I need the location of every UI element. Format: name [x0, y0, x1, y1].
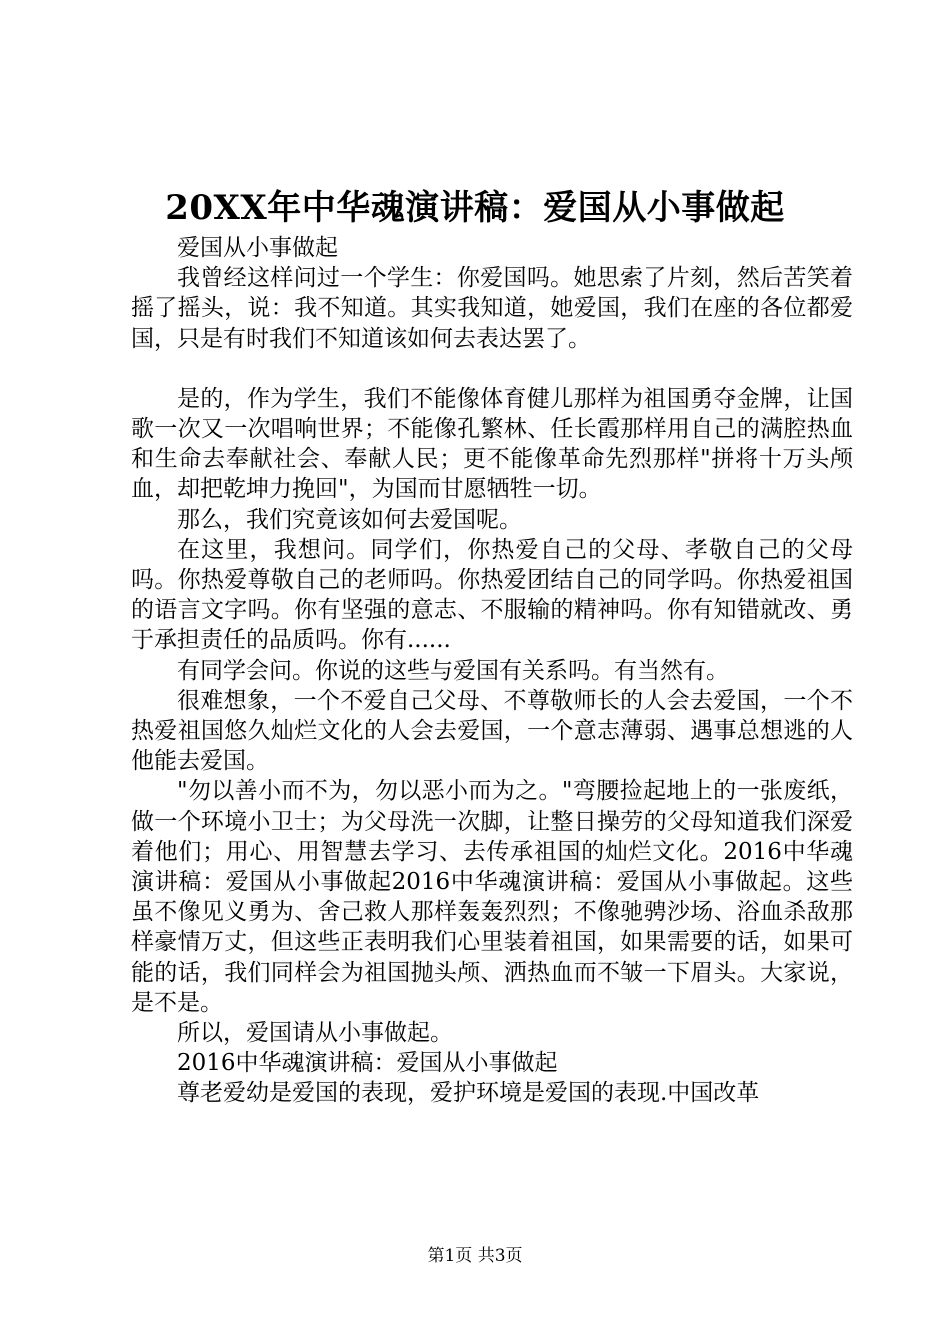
paragraph: 是的，作为学生，我们不能像体育健儿那样为祖国勇夺金牌，让国歌一次又一次唱响世界；不能像孔繁林、任长霞那样用自己的满腔热血和生命去奉献社会、奉献人民；更不能像革命先烈那样"拼将十万头颅血，却把乾坤力挽回"，为国而甘愿牺牲一切。: [131, 385, 853, 503]
paragraph: 爱国从小事做起: [177, 235, 338, 261]
paragraph: 尊老爱幼是爱国的表现，爱护环境是爱国的表现.中国改革: [177, 1080, 760, 1107]
paragraph: 我曾经这样问过一个学生：你爱国吗。她思索了片刻，然后苦笑着摇了摇头，说：我不知道。其实我知道，她爱国，我们在座的各位都爱国，只是有时我们不知道该如何去表达罢了。: [131, 265, 853, 352]
paragraph-spacer: [131, 354, 853, 384]
paragraph: 很难想象，一个不爱自己父母、不尊敬师长的人会去爱国，一个不热爱祖国悠久灿烂文化的人会去爱国，一个意志薄弱、遇事总想逃的人他能去爱国。: [131, 687, 853, 775]
paragraph: 2016中华魂演讲稿：爱国从小事做起: [177, 1050, 558, 1077]
paragraph: 所以，爱国请从小事做起。: [177, 1020, 453, 1047]
paragraph: "勿以善小而不为，勿以恶小而为之。"弯腰捡起地上的一张废纸，做一个环境小卫士；为父母洗一次脚，让整日操劳的父母知道我们深爱着他们；用心、用智慧去学习、去传承祖国的灿烂文化。2016中华魂演讲稿：爱国从小事做起2016中华魂演讲稿：爱国从小事做起。这些虽不像见义勇为、舍己救人那样轰轰烈烈；不像驰骋沙场、浴血杀敌那样豪情万丈，但这些正表明我们心里装着祖国，如果需要的话，如果可能的话，我们同样会为祖国抛头颅、洒热血而不皱一下眉头。大家说，是不是。: [131, 778, 853, 1016]
page-footer: 第1页 共3页: [427, 1246, 523, 1266]
paragraph: 在这里，我想问。同学们，你热爱自己的父母、孝敬自己的父母吗。你热爱尊敬自己的老师吗。你热爱团结自己的同学吗。你热爱祖国的语言文字吗。你有坚强的意志、不服输的精神吗。你有知错就改、勇于承担责任的品质吗。你有......: [131, 536, 853, 654]
paragraph: 有同学会问。你说的这些与爱国有关系吗。有当然有。: [177, 657, 729, 684]
document-title: 20XX年中华魂演讲稿：爱国从小事做起: [165, 188, 785, 228]
paragraph: 那么，我们究竟该如何去爱国呢。: [177, 506, 522, 533]
document-body: [131, 233, 853, 1109]
